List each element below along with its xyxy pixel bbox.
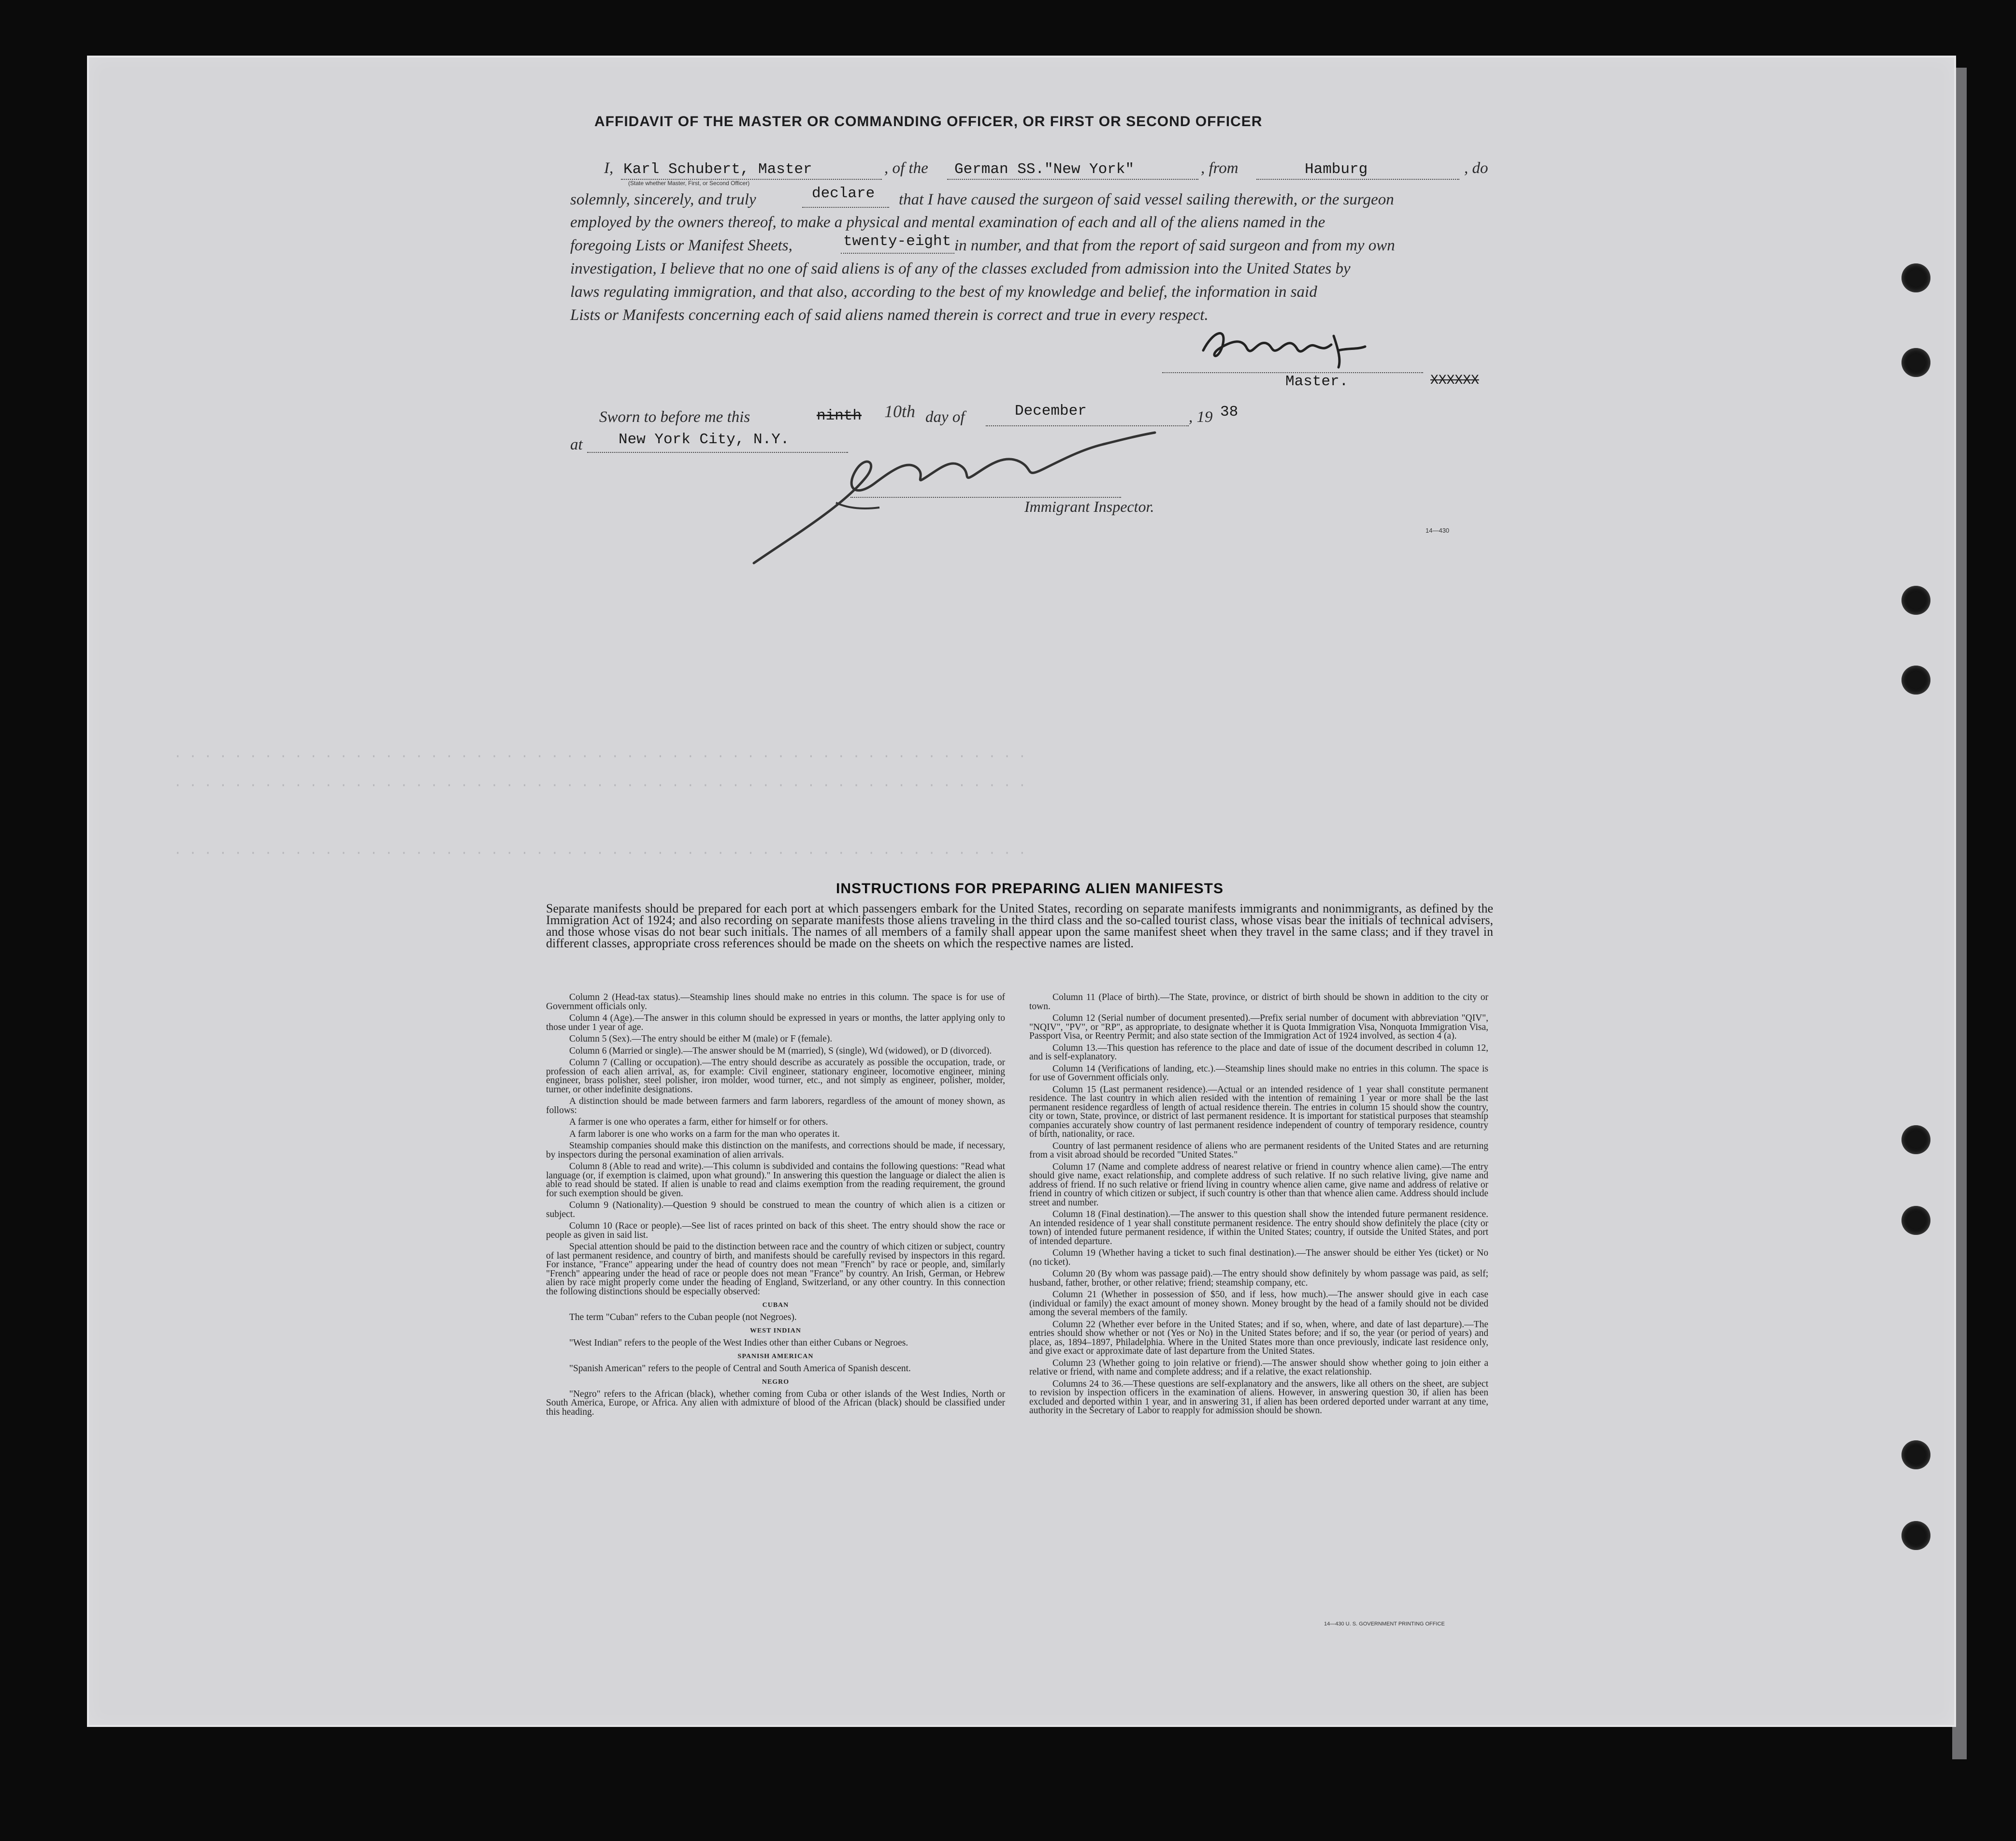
affidavit-line-3: employed by the owners thereof, to make a physical and mental examination of each and all of the aliens named in the — [570, 214, 1325, 231]
declare-word: declare — [812, 185, 875, 202]
instruction-paragraph: Column 17 (Name and complete address of nearest relative or friend in country whence alien came).—The entry should give name, exact relationship, and complete address of such relative. If no such relative living, give name and address of friend. If no such relative or friend living in country whence alien came, give name and address of relative or friend in country of which citizen or subject, if such country is other than that whence alien came. Address should include street and number. — [1029, 1161, 1488, 1208]
instruction-paragraph: Column 4 (Age).—The answer in this column should be expressed in years or months, the latter applying only to those under 1 year of age. — [546, 1013, 1005, 1032]
affidavit-of: , of the — [884, 159, 928, 177]
port-line — [1256, 179, 1459, 180]
instruction-paragraph: Column 22 (Whether ever before in the United States; and if so, when, where, and date of last departure).—The entries should show whether or not (Yes or No) in the United States before; and if so, the year (or period of years) and place, as, 1894–1897, Philadelphia. Where in the United States more than once previously, indicate last residence only, and give exact or approximate date of last departure from the United States. — [1029, 1319, 1488, 1356]
cuban-definition: The term "Cuban" refers to the Cuban people (not Negroes). — [569, 1312, 797, 1322]
instruction-paragraph: Column 20 (By whom was passage paid).—The entry should show definitely by whom passage was paid, as self; husband, father, brother, or other relative; friend; steamship company, etc. — [1029, 1269, 1488, 1288]
instruction-paragraph: A farmer is one who operates a farm, either for himself or for others. — [569, 1117, 828, 1127]
spanish-american-heading: SPANISH AMERICAN — [737, 1353, 814, 1360]
instruction-paragraph: Column 13.—This question has reference to the place and date of issue of the document described in column 12, and is self-explanatory. — [1029, 1043, 1488, 1062]
printing-office-imprint: 14—430 U. S. GOVERNMENT PRINTING OFFICE — [1324, 1621, 1445, 1627]
instruction-paragraph: Column 18 (Final destination).—The answer to this question shall show the intended future permanent residence. An intended residence of 1 year shall constitute permanent residence. The entry should show definitely the place (city or town) of intended future permanent residence, if within the United States; country, if outside the United States, and port of intended departure. — [1029, 1209, 1488, 1247]
form-number: 14—430 — [1426, 527, 1450, 534]
cuban-heading: CUBAN — [762, 1302, 789, 1309]
day-of-label: day of — [925, 408, 965, 426]
instructions-intro — [546, 903, 1493, 949]
instruction-paragraph: Column 8 (Able to read and write).—This column is subdivided and contains the following questions: "Read what language (or, if exemption is claimed, upon what ground)." In answering this question the language or dialect the alien is able to read should be stated. If alien is unable to read and claims exemption from the reading requirement, the ground for such exemption should be given. — [546, 1161, 1005, 1199]
struck-day: ninth — [817, 407, 862, 424]
affidavit-from: , from — [1201, 159, 1238, 177]
west-indian-heading: WEST INDIAN — [749, 1327, 802, 1334]
struck-title: XXXXXX — [1430, 373, 1479, 388]
ship-name: German SS."New York" — [954, 161, 1135, 178]
declare-line — [802, 207, 889, 208]
instruction-paragraph: Column 23 (Whether going to join relative or friend).—The answer should show whether going to join either a relative or friend, with name and complete address; and if a relative, the exact relationship. — [1029, 1358, 1488, 1377]
binder-hole — [1901, 1125, 1930, 1154]
bleed-through-row: · · · · · · · · · · · · · · · · · · · · · · · · · · · · · · · · · · · · · · · · · · · · · · · · · · · · · · · · · — [174, 749, 1026, 764]
bleed-through-row: · · · · · · · · · · · · · · · · · · · · · · · · · · · · · · · · · · · · · · · · · · · · · · · · · · · · · · · · · — [174, 846, 1026, 860]
instructions-right-column — [1029, 993, 1488, 1419]
at-label: at — [570, 436, 583, 453]
binder-hole — [1901, 1521, 1930, 1550]
year-prefix: , 19 — [1189, 408, 1213, 426]
instruction-paragraph: Steamship companies should make this distinction on the manifests, and corrections should be made, if necessary, by inspectors during the personal examination of alien arrivals. — [546, 1141, 1005, 1160]
binder-hole — [1901, 1206, 1930, 1235]
signer-title: Master. — [1285, 373, 1349, 390]
officer-hint: (State whether Master, First, or Second Officer) — [628, 180, 750, 187]
instruction-paragraph: Column 19 (Whether having a ticket to such final destination).—The answer should be either Yes (ticket) or No (no ticket). — [1029, 1248, 1488, 1267]
count-line — [841, 253, 954, 254]
west-indian-definition: "West Indian" refers to the people of the West Indies other than either Cubans or Negroes. — [569, 1337, 908, 1348]
instruction-paragraph: Column 6 (Married or single).—The answer should be M (married), S (single), Wd (widowed), or D (divorced). — [569, 1045, 992, 1056]
master-name: Karl Schubert, Master — [623, 161, 812, 178]
ship-line — [947, 179, 1198, 180]
instruction-paragraph: Column 21 (Whether in possession of $50, and if less, how much).—The answer should give in each case (individual or family) the exact amount of money shown. Money brought by the head of a family should not be divided among the several members of the family. — [1029, 1290, 1488, 1318]
spanish-american-definition: "Spanish American" refers to the people of Central and South America of Spanish descent. — [569, 1363, 911, 1374]
inspector-label: Immigrant Inspector. — [1024, 498, 1154, 515]
sworn-label: Sworn to before me this — [599, 408, 750, 426]
instruction-paragraph: Column 10 (Race or people).—See list of races printed on back of this sheet. The entry should show the race or people as given in said list. — [546, 1221, 1005, 1240]
affidavit-i: I, — [604, 159, 614, 177]
affidavit-line-4a: foregoing Lists or Manifest Sheets, — [570, 237, 792, 254]
intro-text: Separate manifests should be prepared for each port at which passengers embark for the United States, recording on separate manifests immigrants and nonimmigrants, as defined by the Immigration Act of 1924; and also recording on separate manifests those aliens traveling in the third class and the so-called tourist class, whose visas bear the initials of technical advisers, and those whose visas do not bear such initials. The names of all members of a family shall appear upon the same manifest sheet when they travel in the same class; and if they travel in different classes, appropriate cross references should be made on the sheets on which the respective names are listed. — [546, 901, 1493, 950]
instruction-paragraph: A farm laborer is one who works on a farm for the man who operates it. — [569, 1129, 840, 1139]
bleed-through-row: · · · · · · · · · · · · · · · · · · · · · · · · · · · · · · · · · · · · · · · · · · · · · · · · · · · · · · · · · — [174, 778, 1026, 793]
master-signature — [1194, 321, 1387, 375]
affidavit-line-7: Lists or Manifests concerning each of said aliens named therein is correct and true in every respect. — [570, 306, 1209, 324]
affidavit-line-6: laws regulating immigration, and that also, according to the best of my knowledge and belief, the information in said — [570, 283, 1317, 301]
instructions-left-column — [546, 993, 1005, 1420]
instruction-paragraph: Columns 24 to 36.—These questions are self-explanatory and the answers, like all others on the sheet, are subject to revision by inspection officers in the examination of aliens. However, in answering question 30, if alien has been excluded and deported within 1 year, and in answering 31, if alien has been ordered deported under warrant at any time, authority in the Secretary of Labor to reapply for admission should be shown. — [1029, 1378, 1488, 1416]
instruction-paragraph: Column 11 (Place of birth).—The State, province, or district of birth should be shown in addition to the city or town. — [1029, 992, 1488, 1012]
affidavit-line-5: investigation, I believe that no one of said aliens is of any of the classes excluded from admission into the United States by — [570, 260, 1351, 277]
instruction-paragraph: Country of last permanent residence of aliens who are permanent residents of the United States and are returning from a visit abroad should be recorded "United States." — [1029, 1141, 1488, 1160]
instruction-paragraph: Column 12 (Serial number of document presented).—Prefix serial number of document with abbreviation "QIV", "NQIV", "PV", or "RP", as appropriate, to designate whether it is Quota Immigration Visa, Nonquota Immigration Visa, Passport Visa, or Reentry Permit; and also state section of the Immigration Act of 1924 involved, as section 4 (a). — [1029, 1013, 1488, 1041]
instruction-paragraph: Column 9 (Nationality).—Question 9 should be construed to mean the country of which alien is a citizen or subject. — [546, 1200, 1005, 1219]
affidavit-line-4b: in number, and that from the report of said surgeon and from my own — [954, 237, 1395, 254]
binder-hole — [1901, 348, 1930, 377]
negro-definition: "Negro" refers to the African (black), whether coming from Cuba or other islands of the West Indies, North or South America, Europe, or Africa. Any alien with admixture of blood of the African (black) should be classified under this heading. — [546, 1389, 1005, 1417]
instruction-paragraph: Special attention should be paid to the distinction between race and the country of which citizen or subject, country of last permanent residence, and country of birth, and manifests should be carefully revised by inspectors in this regard. For instance, "France" appearing under the head of country does not mean "French" by race or people, and, similarly "French" appearing under the head of race or people does not mean "France" by country. An Irish, German, or Hebrew alien by race might properly come under the heading of England, Switzerland, or any other country. In this connection the following distinctions should be especially observed: — [546, 1242, 1005, 1297]
binder-hole — [1901, 586, 1930, 615]
instruction-paragraph: Column 14 (Verifications of landing, etc.).—Steamship lines should make no entries in this column. The space is for use of Government officials only. — [1029, 1063, 1488, 1083]
sworn-month: December — [1015, 403, 1087, 420]
instruction-paragraph: Column 5 (Sex).—The entry should be either M (male) or F (female). — [569, 1034, 833, 1044]
affidavit-line-2a: solemnly, sincerely, and truly — [570, 191, 756, 208]
binder-hole — [1901, 666, 1930, 695]
instructions-title: INSTRUCTIONS FOR PREPARING ALIEN MANIFESTS — [836, 881, 1224, 897]
instruction-paragraph: A distinction should be made between farmers and farm laborers, regardless of the amount of money shown, as follows: — [546, 1096, 1005, 1116]
alien-count: twenty-eight — [843, 233, 951, 250]
sworn-place: New York City, N.Y. — [619, 431, 790, 448]
negro-heading: NEGRO — [762, 1378, 790, 1386]
affidavit-do: , do — [1464, 159, 1488, 177]
instruction-paragraph: Column 15 (Last permanent residence).—Actual or an intended residence of 1 year shall constitute permanent residence. The last country in which alien resided with the intention of remaining 1 year or more shall be the last permanent residence regardless of length of actual residence therein. The entries in column 15 should show the country, city or town, State, province, or district of last permanent residence. It is important for statistical purposes that steamship companies accurately show country of last permanent residence independent of country of temporary residence, country of birth, nationality, or race. — [1029, 1084, 1488, 1139]
instruction-paragraph: Column 7 (Calling or occupation).—The entry should describe as accurately as possible the occupation, trade, or profession of each alien arrival, as, for example: Civil engineer, stationary engineer, locomotive engineer, mining engineer, brass polisher, steel polisher, iron molder, wood turner, etc., and not simply as engineer, polisher, molder, turner, or other indefinite designations. — [546, 1058, 1005, 1095]
sworn-year: 38 — [1220, 404, 1238, 420]
instruction-paragraph: Column 2 (Head-tax status).—Steamship lines should make no entries in this column. The space is for use of Government officials only. — [546, 992, 1005, 1012]
handwritten-day: 10th — [884, 402, 916, 421]
affidavit-line-2b: that I have caused the surgeon of said vessel sailing therewith, or the surgeon — [899, 191, 1394, 208]
port-name: Hamburg — [1305, 161, 1368, 178]
binder-hole — [1901, 1440, 1930, 1469]
binder-hole — [1901, 263, 1930, 292]
affidavit-title: AFFIDAVIT OF THE MASTER OR COMMANDING OFFICER, OR FIRST OR SECOND OFFICER — [594, 114, 1263, 130]
